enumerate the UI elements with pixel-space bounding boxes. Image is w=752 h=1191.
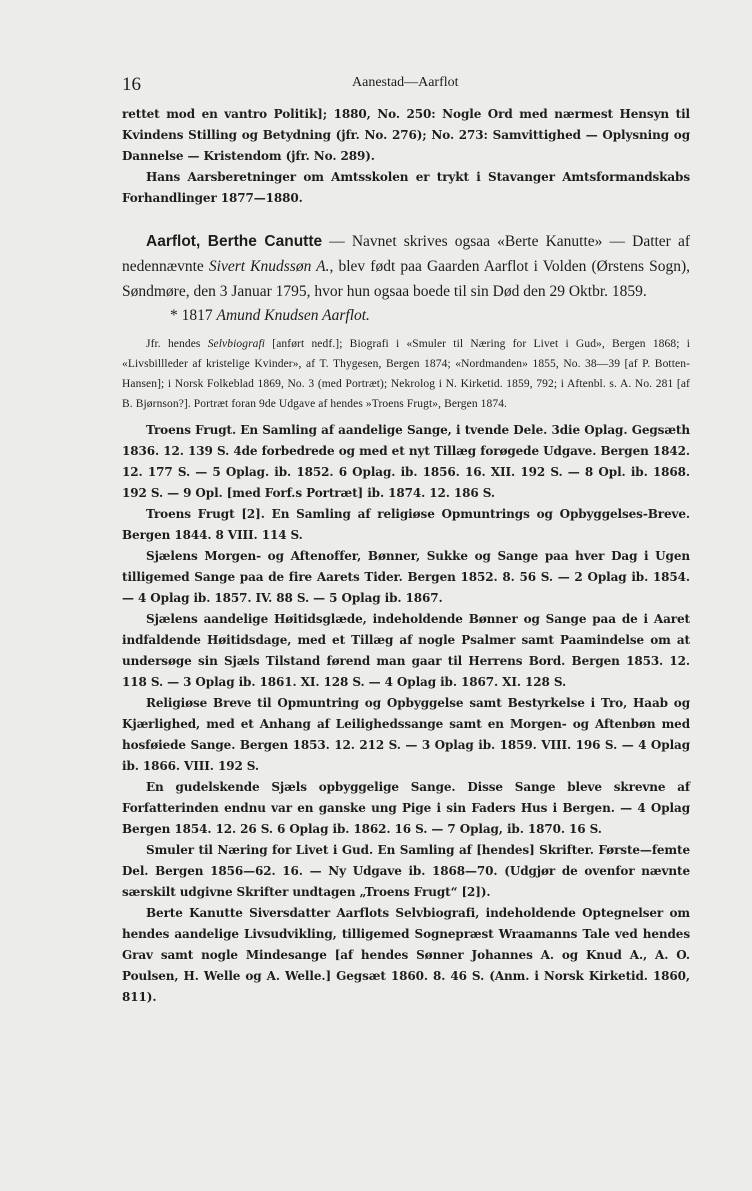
page-header [0, 74, 752, 98]
work-entry: Berte Kanutte Siversdatter Aarflots Selvbiografi, indeholdende Optegnelser om hendes aandelige Livsudvikling, tilligemed Sognepræst Wraamanns Tale ved hendes Grav samt nogle Mindesange [af hendes Sønner Johannes A. og Knud A., A. O. Poulsen, H. Welle og A. Welle.] Gegsæt 1860. 8. 46 S. (Anm. i Norsk Kirketid. 1860, 811). [122, 906, 690, 1004]
work-entry: Religiøse Breve til Opmuntring og Opbyggelse samt Bestyrkelse i Tro, Haab og Kjærlighed, med et Anhang af Leilighedssange samt en Morgen- og Aftenbøn med hosføiede Sange. Bergen 1853. 12. 212 S. — 3 Oplag ib. 1859. VIII. 196 S. — 4 Oplag ib. 1866. VIII. 192 S. [122, 696, 690, 773]
entry-name: Aarflot, Berthe Canutte [146, 233, 323, 250]
work-entry: Sjælens aandelige Høitidsglæde, indeholdende Bønner og Sange paa de i Aaret indfaldende Høitidsdage, med et Tillæg af nogle Psalmer samt Paamindelse om at undersøge sin Sjæls Tilstand førend man gaar til Herrens Bord. Bergen 1853. 12. 118 S. — 3 Oplag ib. 1861. XI. 128 S. — 4 Oplag ib. 1867. XI. 128 S. [122, 612, 690, 689]
page-number: 16 [122, 74, 141, 95]
work-entry: Troens Frugt. En Samling af aandelige Sange, i tvende Dele. 3die Oplag. Gegsæth 1836. 12. 139 S. 4de forbedrede og med et nyt Tillæg forøgede Udgave. Bergen 1842. 12. 177 S. — 5 Oplag. ib. 1852. 6 Oplag. ib. 1856. 16. XII. 192 S. — 8 Opl. ib. 1868. 192 S. — 9 Opl. [med Forf.s Portræt] ib. 1874. 12. 186 S. [122, 423, 690, 500]
entry-intro: — Navnet skrives ogsaa «Berte Kanutte» — Datter af nedennævnte [122, 233, 690, 275]
entry-spouse [122, 304, 690, 328]
work-entry: Troens Frugt [2]. En Samling af religiøse Opmuntrings og Opbyggelses-Breve. Bergen 1844. 8 VIII. 114 S. [122, 507, 690, 542]
entry-bio: , blev født paa Gaarden Aarflot i Volden (Ørstens Sogn), Søndmøre, den 3 Januar 1795, hvor hun ogsaa boede til sin Død den 29 Oktbr. 1859. [122, 258, 690, 300]
entry-references [122, 334, 690, 414]
continuation-paragraph: rettet mod en vantro Politik]; 1880, No. 250: Nogle Ord med nærmest Hensyn til Kvindens Stilling og Betydning (jfr. No. 276); No. 273: Samvittighed — Oplysning og Dannelse — Kristendom (jfr. No. 289). [122, 107, 690, 163]
page-body [122, 104, 690, 1008]
work-entry: Sjælens Morgen- og Aftenoffer, Bønner, Sukke og Sange paa hver Dag i Ugen tilligemed Sange paa de fire Aarets Tider. Bergen 1852. 8. 56 S. — 2 Oplag ib. 1854. — 4 Oplag ib. 1857. IV. 88 S. — 5 Oplag ib. 1867. [122, 549, 690, 605]
refs-prefix: Jfr. hendes [146, 338, 201, 350]
entry-father: Sivert Knudssøn A. [208, 258, 330, 275]
entry-header [122, 229, 690, 304]
work-entry: Smuler til Næring for Livet i Gud. En Samling af [hendes] Skrifter. Første—femte Del. Bergen 1856—62. 16. — Ny Udgave ib. 1868—70. (Udgjør de ovenfor nævnte særskilt udgivne Skrifter undtagen „Troens Frugt“ [2]). [122, 843, 690, 899]
works-list [122, 420, 690, 1008]
spouse-prefix: * 1817 [170, 307, 213, 324]
work-entry: En gudelskende Sjæls opbyggelige Sange. Disse Sange bleve skrevne af Forfatterinden endnu var en ganske ung Pige i sin Faders Hus i Bergen. — 4 Oplag Bergen 1854. 12. 26 S. 6 Oplag ib. 1862. 16 S. — 7 Oplag, ib. 1870. 16 S. [122, 780, 690, 836]
spouse-name: Amund Knudsen Aarflot. [216, 307, 370, 324]
refs-text: [anført nedf.]; Biografi i «Smuler til Næring for Livet i Gud», Bergen 1868; i «Livsbillleder af kristelige Kvinder», af T. Thygesen, Bergen 1874; «Nordmanden» 1855, No. 38—39 [af P. Botten-Hansen]; i Norsk Folkeblad 1869, No. 3 (med Portræt); Nekrolog i N. Kirketid. 1859, 792; i Aftenbl. s. A. No. 281 [af B. Bjørnson?]. Portræt foran 9de Udgave af hendes »Troens Frugt», Bergen 1874. [122, 338, 690, 410]
continuation-paragraph: Hans Aarsberetninger om Amtsskolen er trykt i Stavanger Amtsformandskabs Forhandlinger 1877—1880. [122, 170, 690, 205]
refs-italic: Selvbiografi [207, 338, 266, 350]
running-head: Aanestad—Aarflot [352, 75, 459, 90]
